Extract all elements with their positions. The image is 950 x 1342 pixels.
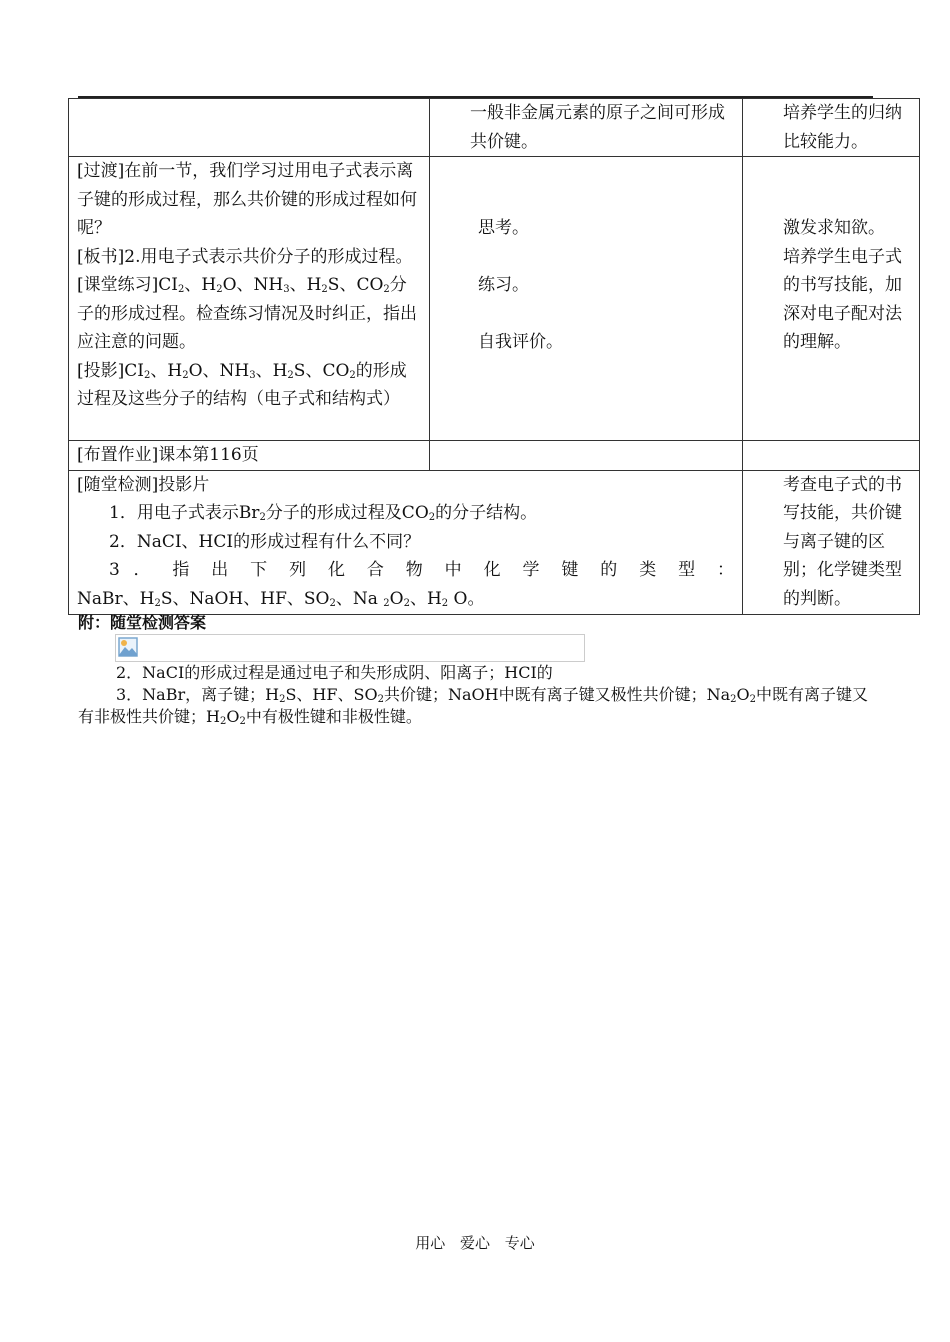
row1-teacher-cell xyxy=(69,99,430,157)
broken-image-icon xyxy=(118,637,138,657)
row2-teacher-cell xyxy=(69,157,430,441)
skills-text: 培养学生电子式的书写技能，加深对电子配对法的理解。 xyxy=(783,246,902,352)
question-3-compounds: NaBr、$H_2S$、NaOH、HF、$SO_2$、Na $_2O_2$、$H_2$ O。 xyxy=(77,588,485,609)
answers-section xyxy=(78,612,873,728)
question-3: 3 ． 指 出 下 列 化 合 物 中 化 学 键 的 类 型 ： xyxy=(109,560,734,580)
row2-purpose-cell xyxy=(743,157,920,441)
row4-purpose-cell: 考查电子式的书写技能，共价键与离子键的区别；化学键类型的判断。 xyxy=(743,470,920,614)
row3-student-cell xyxy=(430,441,743,471)
answer-3: 3．NaBr，离子键；$H_2S$、HF、$SO_2$共价键；NaOH中既有离子键又极性共价键；$Na_2O_2$中既有离子键又有非极性共价键；$H_2O_2$中有极性键和非极性键。 xyxy=(78,685,868,727)
self-eval-text: 自我评价。 xyxy=(478,332,563,352)
row4-test-cell xyxy=(69,470,743,614)
answer-2: 2．NaCI的形成过程是通过电子和失形成阴、阳离子；HCI的 xyxy=(116,663,553,682)
question-2: 2．NaCI、HCI的形成过程有什么不同？ xyxy=(109,531,421,552)
table-row xyxy=(69,470,920,614)
board-text: [板书]2.用电子式表示共价分子的形成过程。 xyxy=(77,246,413,267)
exercise-text: [课堂练习]$CI_2$、$H_2O$、$NH_3$、$H_2S$、$CO_2$分子的形成过程。检查练习情况及时纠正，指出应注意的问题。 xyxy=(77,275,417,352)
transition-text: [过渡]在前一节，我们学习过用电子式表示离子键的形成过程，那么共价键的形成过程如何呢？ xyxy=(77,161,417,238)
test-heading: [随堂检测]投影片 xyxy=(77,474,210,495)
row3-purpose-cell xyxy=(743,441,920,471)
homework-text: [布置作业]课本第116页 xyxy=(77,445,259,465)
row1-student-cell: 一般非金属元素的原子之间可形成共价键。 xyxy=(430,99,743,157)
lesson-plan-table xyxy=(68,98,920,615)
question-1: 1．用电子式表示$Br_2$分子的形成过程及$CO_2$的分子结构。 xyxy=(109,503,538,523)
row2-student-cell xyxy=(430,157,743,441)
answer-1-image xyxy=(115,634,585,662)
projection-text: [投影]$CI_2$、$H_2O$、$NH_3$、$H_2S$、$CO_2$的形成过程及这些分子的结构（电子式和结构式） xyxy=(77,360,407,409)
row3-teacher-cell xyxy=(69,441,430,471)
table-row xyxy=(69,99,920,157)
practice-text: 练习。 xyxy=(478,275,529,295)
table-row xyxy=(69,441,920,471)
answers-title: 附：随堂检测答案 xyxy=(78,613,207,632)
motivate-text: 激发求知欲。 xyxy=(783,218,885,238)
page-footer: 用心 爱心 专心 xyxy=(415,1234,535,1252)
row1-purpose-cell: 培养学生的归纳比较能力。 xyxy=(743,99,920,157)
think-text: 思考。 xyxy=(478,218,529,238)
table-row xyxy=(69,157,920,441)
